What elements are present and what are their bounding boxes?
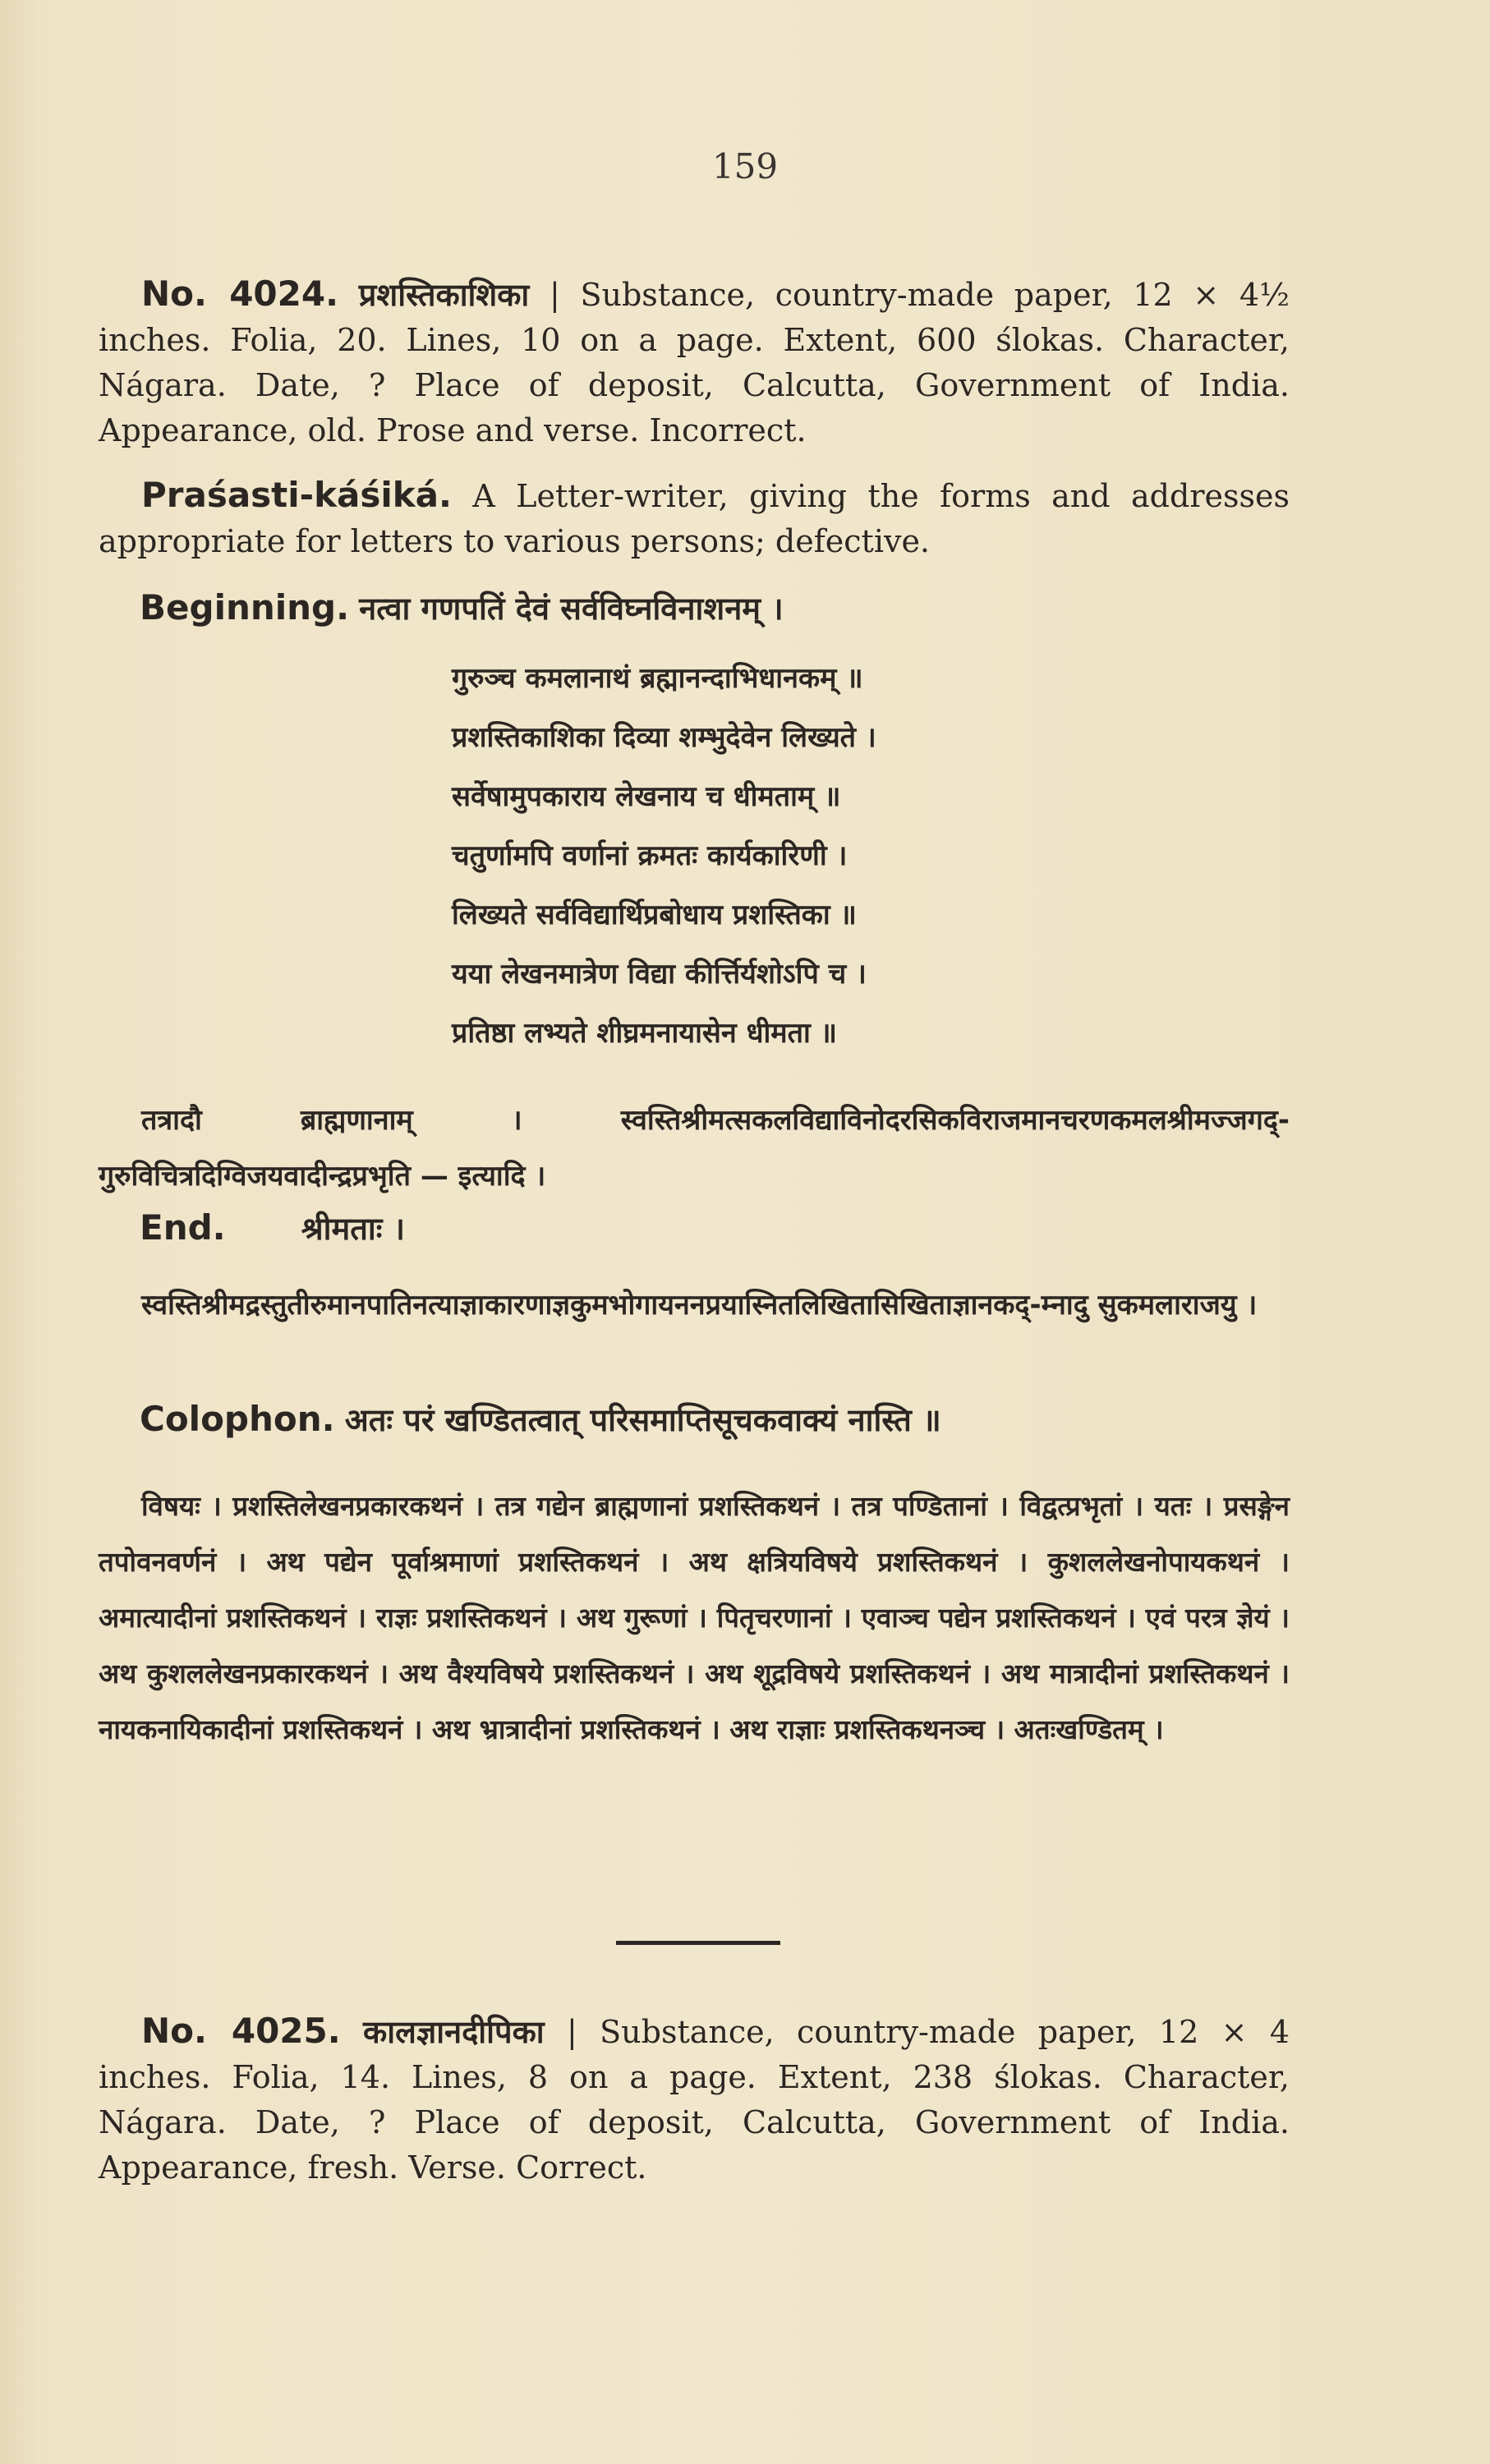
- end-label: End.: [140, 1207, 226, 1248]
- verse-line: चतुर्णामपि वर्णानां क्रमतः कार्यकारिणी ।: [452, 839, 848, 872]
- end-prose: स्वस्तिश्रीमद्रस्तुतीरुमानपातिनत्याज्ञाकारणाज्ञकुमभोगायननप्रयास्नितलिखितासिखिताज्ञानकद्-म्नादु सुकमलाराजयु ।: [141, 1289, 1258, 1322]
- colophon-label: Colophon.: [140, 1399, 335, 1439]
- verse-line: लिख्यते सर्वविद्यार्थिप्रबोधाय प्रशस्तिका ॥: [452, 899, 857, 931]
- work-title: Praśasti-káśiká.: [141, 475, 452, 515]
- entry-description: Substance, country-made paper, 12 × 4½ inches. Folia, 20. Lines, 10 on a page. Extent, 600 ślokas. Character, Nágara. Date, ? Place of deposit, Calcutta, Government of India. Appearance, old. Prose and verse. Incorrect.: [99, 277, 1290, 448]
- entry-title-devanagari: प्रशस्तिकाशिका: [358, 277, 530, 313]
- verse-line: सर्वेषामुपकाराय लेखनाय च धीमताम् ॥: [452, 780, 841, 813]
- entry-4024-header: No. 4024. प्रशस्तिकाशिका | Substance, country-made paper, 12 × 4½ inches. Folia, 20. Lines, 10 on a page. Extent, 600 ślokas. Character, Nágara. Date, ? Place of deposit, Calcutta, Government of India. Appearance, old. Prose and verse. Incorrect.: [99, 274, 1290, 448]
- beginning-prose: तत्रादौ ब्राह्मणानाम् । स्वस्तिश्रीमत्सकलविद्याविनोदरसिकविराजमानचरणकमलश्रीमज्जगद्-गुरुविचित्रदिग्विजयवादीन्द्रप्रभृति — इत्यादि ।: [99, 1104, 1290, 1193]
- contents-paragraph: विषयः । प्रशस्तिलेखनप्रकारकथनं । तत्र गद्येन ब्राह्मणानां प्रशस्तिकथनं । तत्र पण्डितानां । विद्वत्प्रभृतां । यतः । प्रसङ्गेन तपोवनवर्णनं । अथ पद्येन पूर्वाश्रमाणां प्रशस्तिकथनं । अथ क्षत्रियविषये प्रशस्तिकथनं । कुशललेखनोपायकथनं । अमात्यादीनां प्रशस्तिकथनं । राज्ञः प्रशस्तिकथनं । अथ गुरूणां । पितृचरणानां । एवाञ्च पद्येन प्रशस्तिकथनं । एवं परत्र ज्ञेयं । अथ कुशललेखनप्रकारकथनं । अथ वैश्यविषये प्रशस्तिकथनं । अथ शूद्रविषये प्रशस्तिकथनं । अथ मात्रादीनां प्रशस्तिकथनं । नायकनायिकादीनां प्रशस्तिकथनं । अथ भ्रात्रादीनां प्रशस्तिकथनं । अथ राज्ञाः प्रशस्तिकथनञ्च । अतःखण्डितम् ।: [99, 1490, 1290, 1745]
- beginning-first-line: नत्वा गणपतिं देवं सर्वविघ्नविनाशनम् ।: [359, 591, 784, 627]
- page-number: 159: [711, 146, 779, 186]
- entry-4025-header: No. 4025. कालज्ञानदीपिका | Substance, country-made paper, 12 × 4 inches. Folia, 14. Lines, 8 on a page. Extent, 238 ślokas. Character, Nágara. Date, ? Place of deposit, Calcutta, Government of India. Appearance, fresh. Verse. Correct.: [99, 2011, 1290, 2186]
- end-first-line: श्रीमताः ।: [301, 1211, 405, 1247]
- beginning-line: [140, 585, 1290, 632]
- beginning-label: Beginning.: [140, 587, 350, 627]
- verse-line: यया लेखनमात्रेण विद्या कीर्त्तिर्यशोऽपि च ।: [452, 958, 867, 991]
- colophon-text: अतः परं खण्डितत्वात् परिसमाप्तिसूचकवाक्यं नास्ति ॥: [344, 1402, 941, 1438]
- colophon-line: [140, 1396, 1290, 1443]
- entry-4024-summary: [99, 472, 1290, 564]
- entry-description: Substance, country-made paper, 12 × 4 inches. Folia, 14. Lines, 8 on a page. Extent, 238 ślokas. Character, Nágara. Date, ? Place of deposit, Calcutta, Government of India. Appearance, fresh. Verse. Correct.: [99, 2014, 1290, 2186]
- entry-title-devanagari: कालज्ञानदीपिका: [363, 2014, 545, 2050]
- verse-line: प्रशस्तिकाशिका दिव्या शम्भुदेवेन लिख्यते ।: [452, 721, 876, 754]
- entry-number: No. 4025.: [141, 2011, 341, 2051]
- verse-line: प्रतिष्ठा लभ्यते शीघ्रमनायासेन धीमता ॥: [452, 1017, 838, 1050]
- work-summary: A Letter-writer, giving the forms and addresses appropriate for letters to various persons; defective.: [99, 478, 1290, 559]
- section-divider: [616, 1941, 780, 1945]
- entry-number: No. 4024.: [141, 274, 339, 314]
- beginning-verses: [452, 649, 876, 1063]
- verse-line: गुरुञ्च कमलानाथं ब्रह्मानन्दाभिधानकम् ॥: [452, 662, 863, 695]
- end-line: [140, 1205, 1290, 1252]
